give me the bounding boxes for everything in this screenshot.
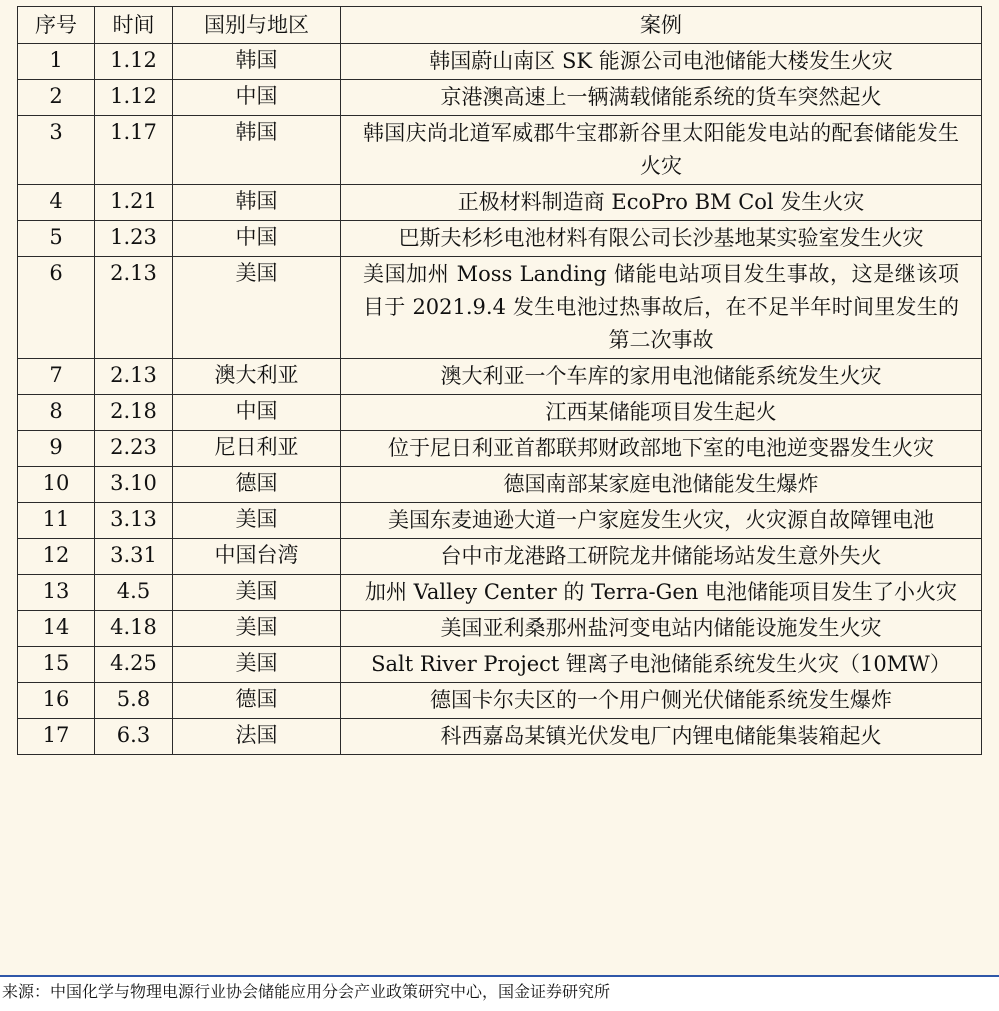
cell-time: 3.13 xyxy=(95,503,173,539)
table-row xyxy=(18,221,982,257)
header-case: 案例 xyxy=(341,7,982,44)
cell-no: 11 xyxy=(18,503,95,539)
cell-region: 美国 xyxy=(173,503,341,539)
cell-no: 17 xyxy=(18,719,95,755)
cell-time: 5.8 xyxy=(95,683,173,719)
cell-time: 2.13 xyxy=(95,257,173,359)
table-row xyxy=(18,467,982,503)
cell-case: 美国加州 Moss Landing 储能电站项目发生事故，这是继该项目于 2021.9.4 发生电池过热事故后，在不足半年时间里发生的第二次事故 xyxy=(341,257,982,359)
cell-no: 16 xyxy=(18,683,95,719)
cell-no: 13 xyxy=(18,575,95,611)
cell-time: 2.23 xyxy=(95,431,173,467)
cell-no: 10 xyxy=(18,467,95,503)
cell-no: 1 xyxy=(18,44,95,80)
cell-no: 5 xyxy=(18,221,95,257)
cell-case: 江西某储能项目发生起火 xyxy=(341,395,982,431)
table-row xyxy=(18,431,982,467)
cell-region: 法国 xyxy=(173,719,341,755)
table-row xyxy=(18,539,982,575)
cell-region: 美国 xyxy=(173,575,341,611)
cell-region: 美国 xyxy=(173,257,341,359)
header-time: 时间 xyxy=(95,7,173,44)
cell-case: 京港澳高速上一辆满载储能系统的货车突然起火 xyxy=(341,80,982,116)
cell-time: 1.12 xyxy=(95,80,173,116)
cell-case: 正极材料制造商 EcoPro BM Col 发生火灾 xyxy=(341,185,982,221)
source-note: 来源：中国化学与物理电源行业协会储能应用分会产业政策研究中心，国金证券研究所 xyxy=(0,975,999,1011)
table-row xyxy=(18,611,982,647)
cell-region: 美国 xyxy=(173,647,341,683)
table-row xyxy=(18,575,982,611)
table-row xyxy=(18,80,982,116)
table-row xyxy=(18,44,982,80)
table-row xyxy=(18,647,982,683)
cell-case: 台中市龙港路工研院龙井储能场站发生意外失火 xyxy=(341,539,982,575)
cell-no: 8 xyxy=(18,395,95,431)
cell-region: 德国 xyxy=(173,683,341,719)
cell-case: 韩国蔚山南区 SK 能源公司电池储能大楼发生火灾 xyxy=(341,44,982,80)
cell-time: 1.12 xyxy=(95,44,173,80)
cell-time: 1.21 xyxy=(95,185,173,221)
cell-case: 加州 Valley Center 的 Terra-Gen 电池储能项目发生了小火灾 xyxy=(341,575,982,611)
cell-time: 6.3 xyxy=(95,719,173,755)
table-row xyxy=(18,683,982,719)
header-row xyxy=(18,7,982,44)
cell-no: 15 xyxy=(18,647,95,683)
cell-time: 4.25 xyxy=(95,647,173,683)
cell-time: 4.18 xyxy=(95,611,173,647)
cell-no: 7 xyxy=(18,359,95,395)
cell-region: 德国 xyxy=(173,467,341,503)
cell-case: 韩国庆尚北道军威郡牛宝郡新谷里太阳能发电站的配套储能发生火灾 xyxy=(341,116,982,185)
cell-region: 中国 xyxy=(173,80,341,116)
cell-region: 中国 xyxy=(173,221,341,257)
cell-region: 中国 xyxy=(173,395,341,431)
cell-no: 4 xyxy=(18,185,95,221)
cell-case: 德国卡尔夫区的一个用户侧光伏储能系统发生爆炸 xyxy=(341,683,982,719)
cell-region: 中国台湾 xyxy=(173,539,341,575)
cell-time: 1.23 xyxy=(95,221,173,257)
cell-no: 3 xyxy=(18,116,95,185)
cell-time: 4.5 xyxy=(95,575,173,611)
cell-region: 韩国 xyxy=(173,44,341,80)
cell-region: 韩国 xyxy=(173,116,341,185)
cell-region: 韩国 xyxy=(173,185,341,221)
cell-case: 美国东麦迪逊大道一户家庭发生火灾，火灾源自故障锂电池 xyxy=(341,503,982,539)
cell-case: 德国南部某家庭电池储能发生爆炸 xyxy=(341,467,982,503)
table-row xyxy=(18,503,982,539)
cell-region: 美国 xyxy=(173,611,341,647)
cell-region: 尼日利亚 xyxy=(173,431,341,467)
table-row xyxy=(18,257,982,359)
cell-case: 美国亚利桑那州盐河变电站内储能设施发生火灾 xyxy=(341,611,982,647)
table-row xyxy=(18,185,982,221)
cell-region: 澳大利亚 xyxy=(173,359,341,395)
header-no: 序号 xyxy=(18,7,95,44)
cell-no: 6 xyxy=(18,257,95,359)
cell-time: 3.31 xyxy=(95,539,173,575)
cell-no: 12 xyxy=(18,539,95,575)
cell-time: 2.13 xyxy=(95,359,173,395)
cell-time: 2.18 xyxy=(95,395,173,431)
cell-no: 14 xyxy=(18,611,95,647)
incident-table xyxy=(17,6,982,755)
cell-case: 巴斯夫杉杉电池材料有限公司长沙基地某实验室发生火灾 xyxy=(341,221,982,257)
cell-time: 1.17 xyxy=(95,116,173,185)
table-row xyxy=(18,359,982,395)
header-region: 国别与地区 xyxy=(173,7,341,44)
cell-case: 科西嘉岛某镇光伏发电厂内锂电储能集装箱起火 xyxy=(341,719,982,755)
table-row xyxy=(18,116,982,185)
cell-no: 9 xyxy=(18,431,95,467)
cell-case: 澳大利亚一个车库的家用电池储能系统发生火灾 xyxy=(341,359,982,395)
table-row xyxy=(18,395,982,431)
cell-case: 位于尼日利亚首都联邦财政部地下室的电池逆变器发生火灾 xyxy=(341,431,982,467)
table-row xyxy=(18,719,982,755)
cell-no: 2 xyxy=(18,80,95,116)
cell-time: 3.10 xyxy=(95,467,173,503)
cell-case: Salt River Project 锂离子电池储能系统发生火灾（10MW） xyxy=(341,647,982,683)
